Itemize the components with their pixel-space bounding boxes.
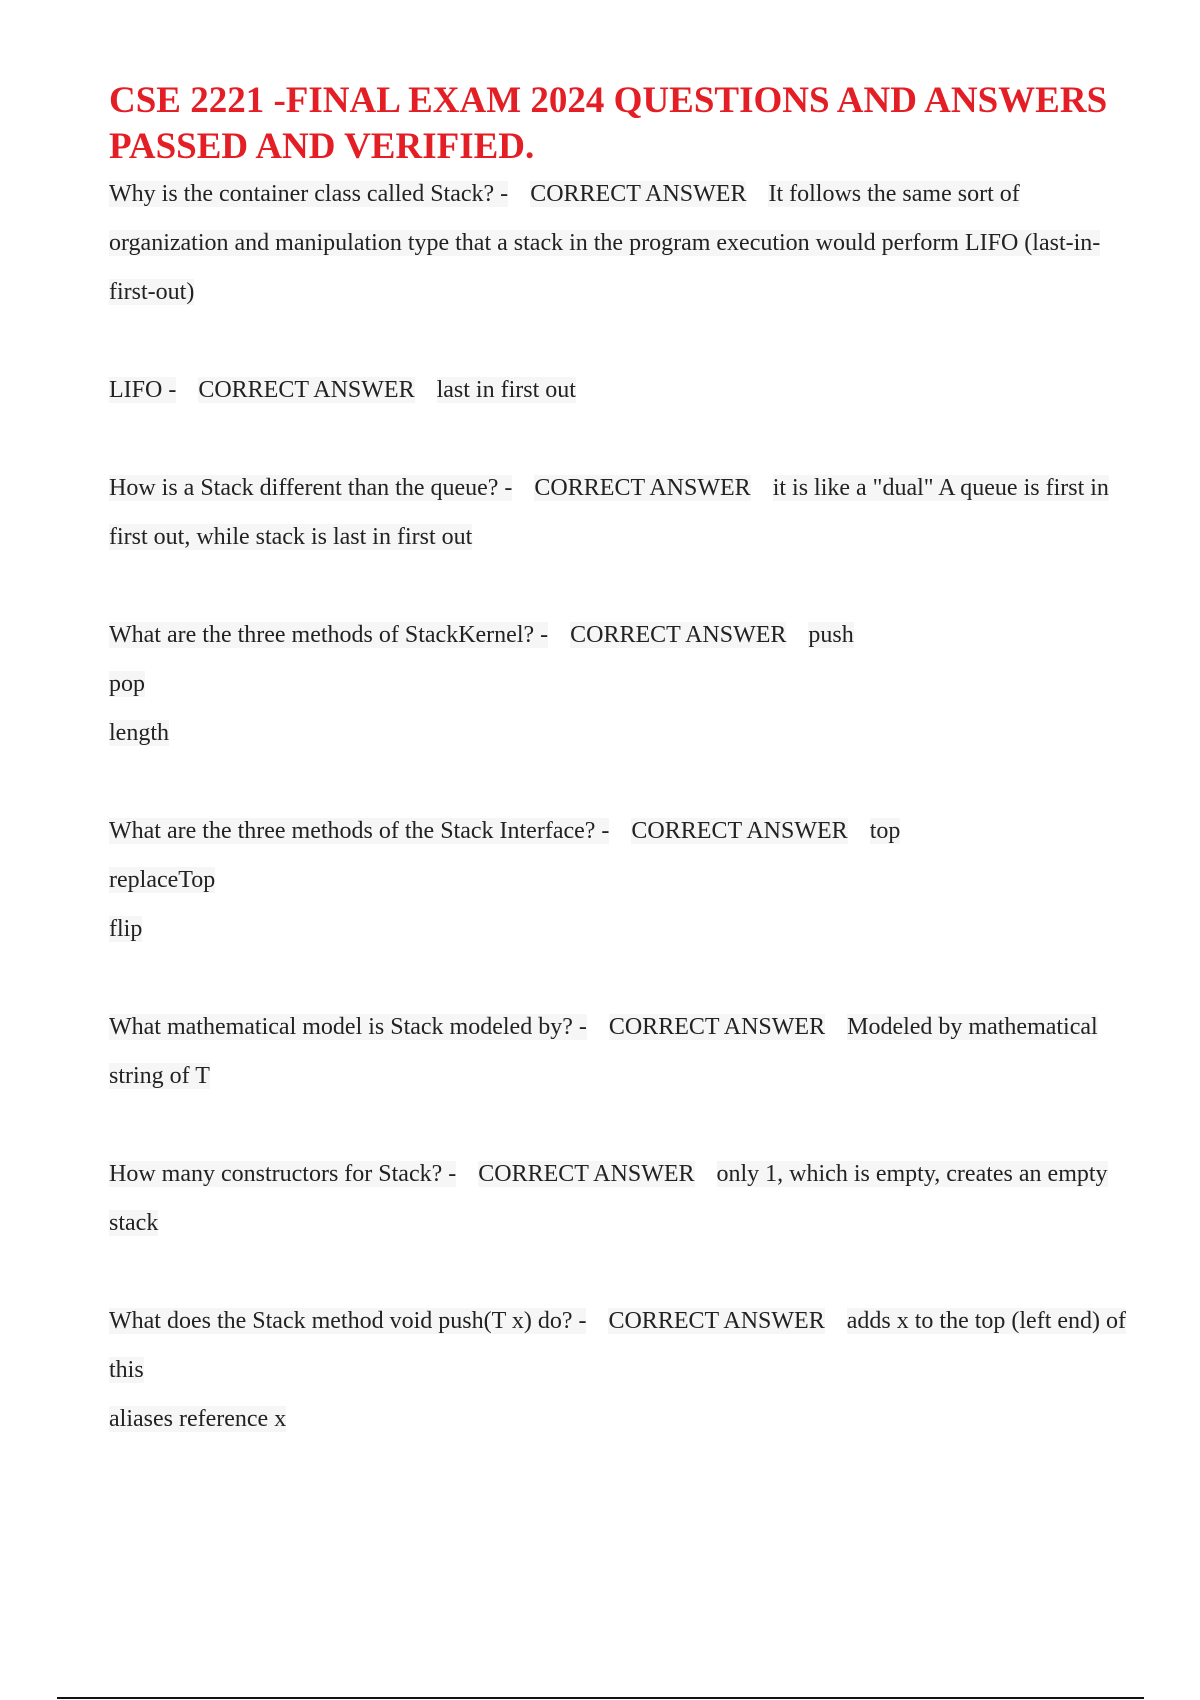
answer-text: Modeled by mathematical string of T: [109, 1014, 1098, 1089]
question-text: What are the three methods of the Stack Interface? -: [109, 818, 610, 844]
answer-text: last in first out: [436, 377, 576, 403]
correct-answer-label: CORRECT ANSWER: [534, 475, 751, 501]
correct-answer-label: CORRECT ANSWER: [530, 181, 747, 207]
document-title: CSE 2221 -FINAL EXAM 2024 QUESTIONS AND ANSWERS PASSED AND VERIFIED.: [109, 80, 1108, 167]
answer-text: It follows the same sort of organization and manipulation type that a stack in the program execution would perform LIFO (last-in-first-out): [109, 181, 1101, 305]
qa-item: [109, 1297, 1129, 1444]
qa-item: [109, 366, 1129, 415]
question-text: What mathematical model is Stack modeled by? -: [109, 1014, 587, 1040]
qa-list: [109, 170, 1129, 1444]
page-bottom-rule: [57, 1697, 1144, 1699]
qa-item: [109, 1150, 1129, 1248]
question-text: What does the Stack method void push(T x) do? -: [109, 1308, 587, 1334]
correct-answer-label: CORRECT ANSWER: [631, 818, 848, 844]
document-page: [109, 78, 1129, 1493]
correct-answer-label: CORRECT ANSWER: [608, 1308, 825, 1334]
qa-item: [109, 807, 1129, 954]
answer-text: it is like a "dual" A queue is first in first out, while stack is last in first out: [109, 475, 1109, 550]
question-text: LIFO -: [109, 377, 177, 403]
answer-text: adds x to the top (left end) of this aliases reference x: [109, 1308, 1126, 1432]
qa-item: [109, 170, 1129, 317]
question-text: How is a Stack different than the queue? -: [109, 475, 513, 501]
correct-answer-label: CORRECT ANSWER: [198, 377, 415, 403]
question-text: How many constructors for Stack? -: [109, 1161, 457, 1187]
qa-item: [109, 464, 1129, 562]
correct-answer-label: CORRECT ANSWER: [570, 622, 787, 648]
correct-answer-label: CORRECT ANSWER: [478, 1161, 695, 1187]
answer-text: top replaceTop flip: [109, 818, 901, 942]
qa-item: [109, 1003, 1129, 1101]
question-text: Why is the container class called Stack? -: [109, 181, 509, 207]
question-text: What are the three methods of StackKernel? -: [109, 622, 549, 648]
qa-item: [109, 611, 1129, 758]
answer-text: push pop length: [109, 622, 854, 746]
correct-answer-label: CORRECT ANSWER: [608, 1014, 826, 1040]
answer-text: only 1, which is empty, creates an empty stack: [109, 1161, 1108, 1236]
